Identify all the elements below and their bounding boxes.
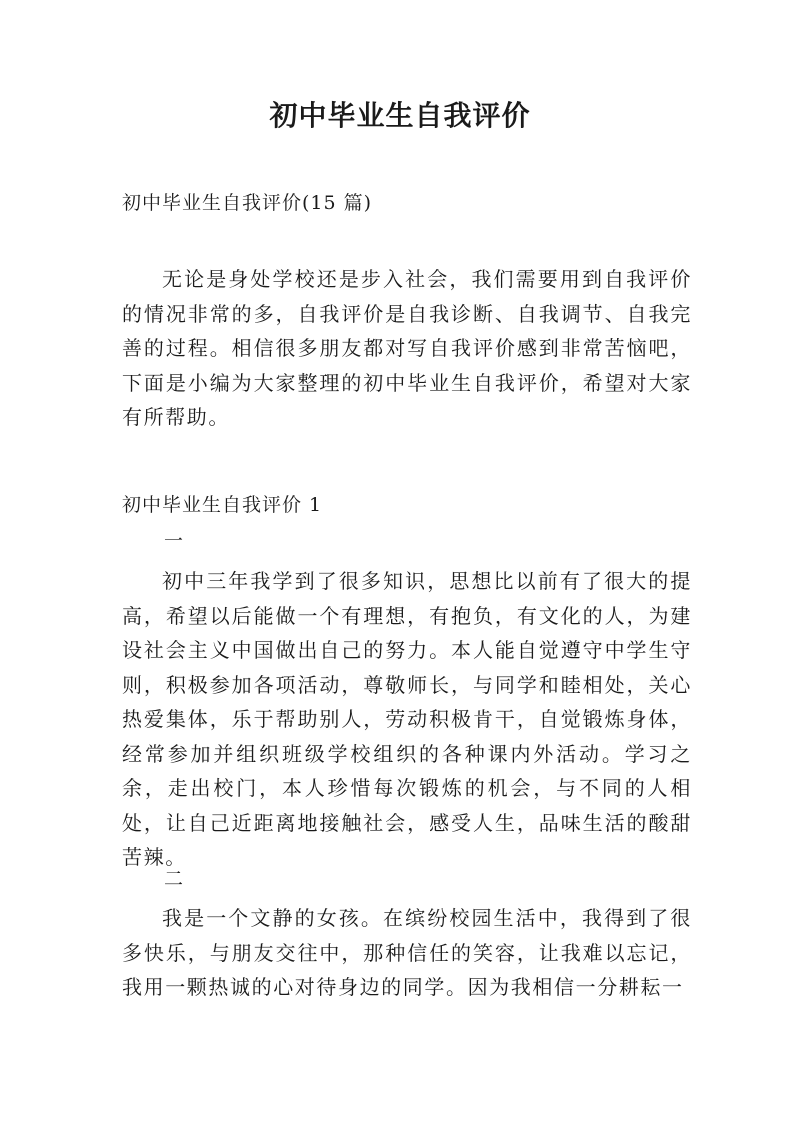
document-subtitle: 初中毕业生自我评价(15 篇): [122, 192, 373, 214]
part-marker-one: 一: [164, 530, 184, 552]
body-paragraph-1: 初中三年我学到了很多知识，思想比以前有了很大的提高，希望以后能做一个有理想，有抱负，有文化的人，为建设社会主义中国做出自己的努力。本人能自觉遵守中学生守则，积极参加各项活动，尊敬师长，与同学和睦相处，关心热爱集体，乐于帮助别人，劳动积极肯干，自觉锻炼身体，经常参加并组织班级学校组织的各种课内外活动。学习之余，走出校门，本人珍惜每次锻炼的机会，与不同的人相处，让自己近距离地接触社会，感受人生，品味生活的酸甜苦辣。: [122, 569, 692, 869]
part-marker-two: 二: [164, 868, 184, 890]
section-heading: 初中毕业生自我评价 1: [122, 494, 323, 516]
body-paragraph-2: 我是一个文静的女孩。在缤纷校园生活中，我得到了很多快乐，与朋友交往中，那种信任的笑容，让我难以忘记，我用一颗热诚的心对待身边的同学。因为我相信一分耕耘一: [122, 906, 692, 999]
intro-paragraph: 无论是身处学校还是步入社会，我们需要用到自我评价的情况非常的多，自我评价是自我诊断、自我调节、自我完善的过程。相信很多朋友都对写自我评价感到非常苦恼吧，下面是小编为大家整理的初中毕业生自我评价，希望对大家有所帮助。: [122, 267, 692, 429]
document-title: 初中毕业生自我评价: [269, 99, 531, 132]
